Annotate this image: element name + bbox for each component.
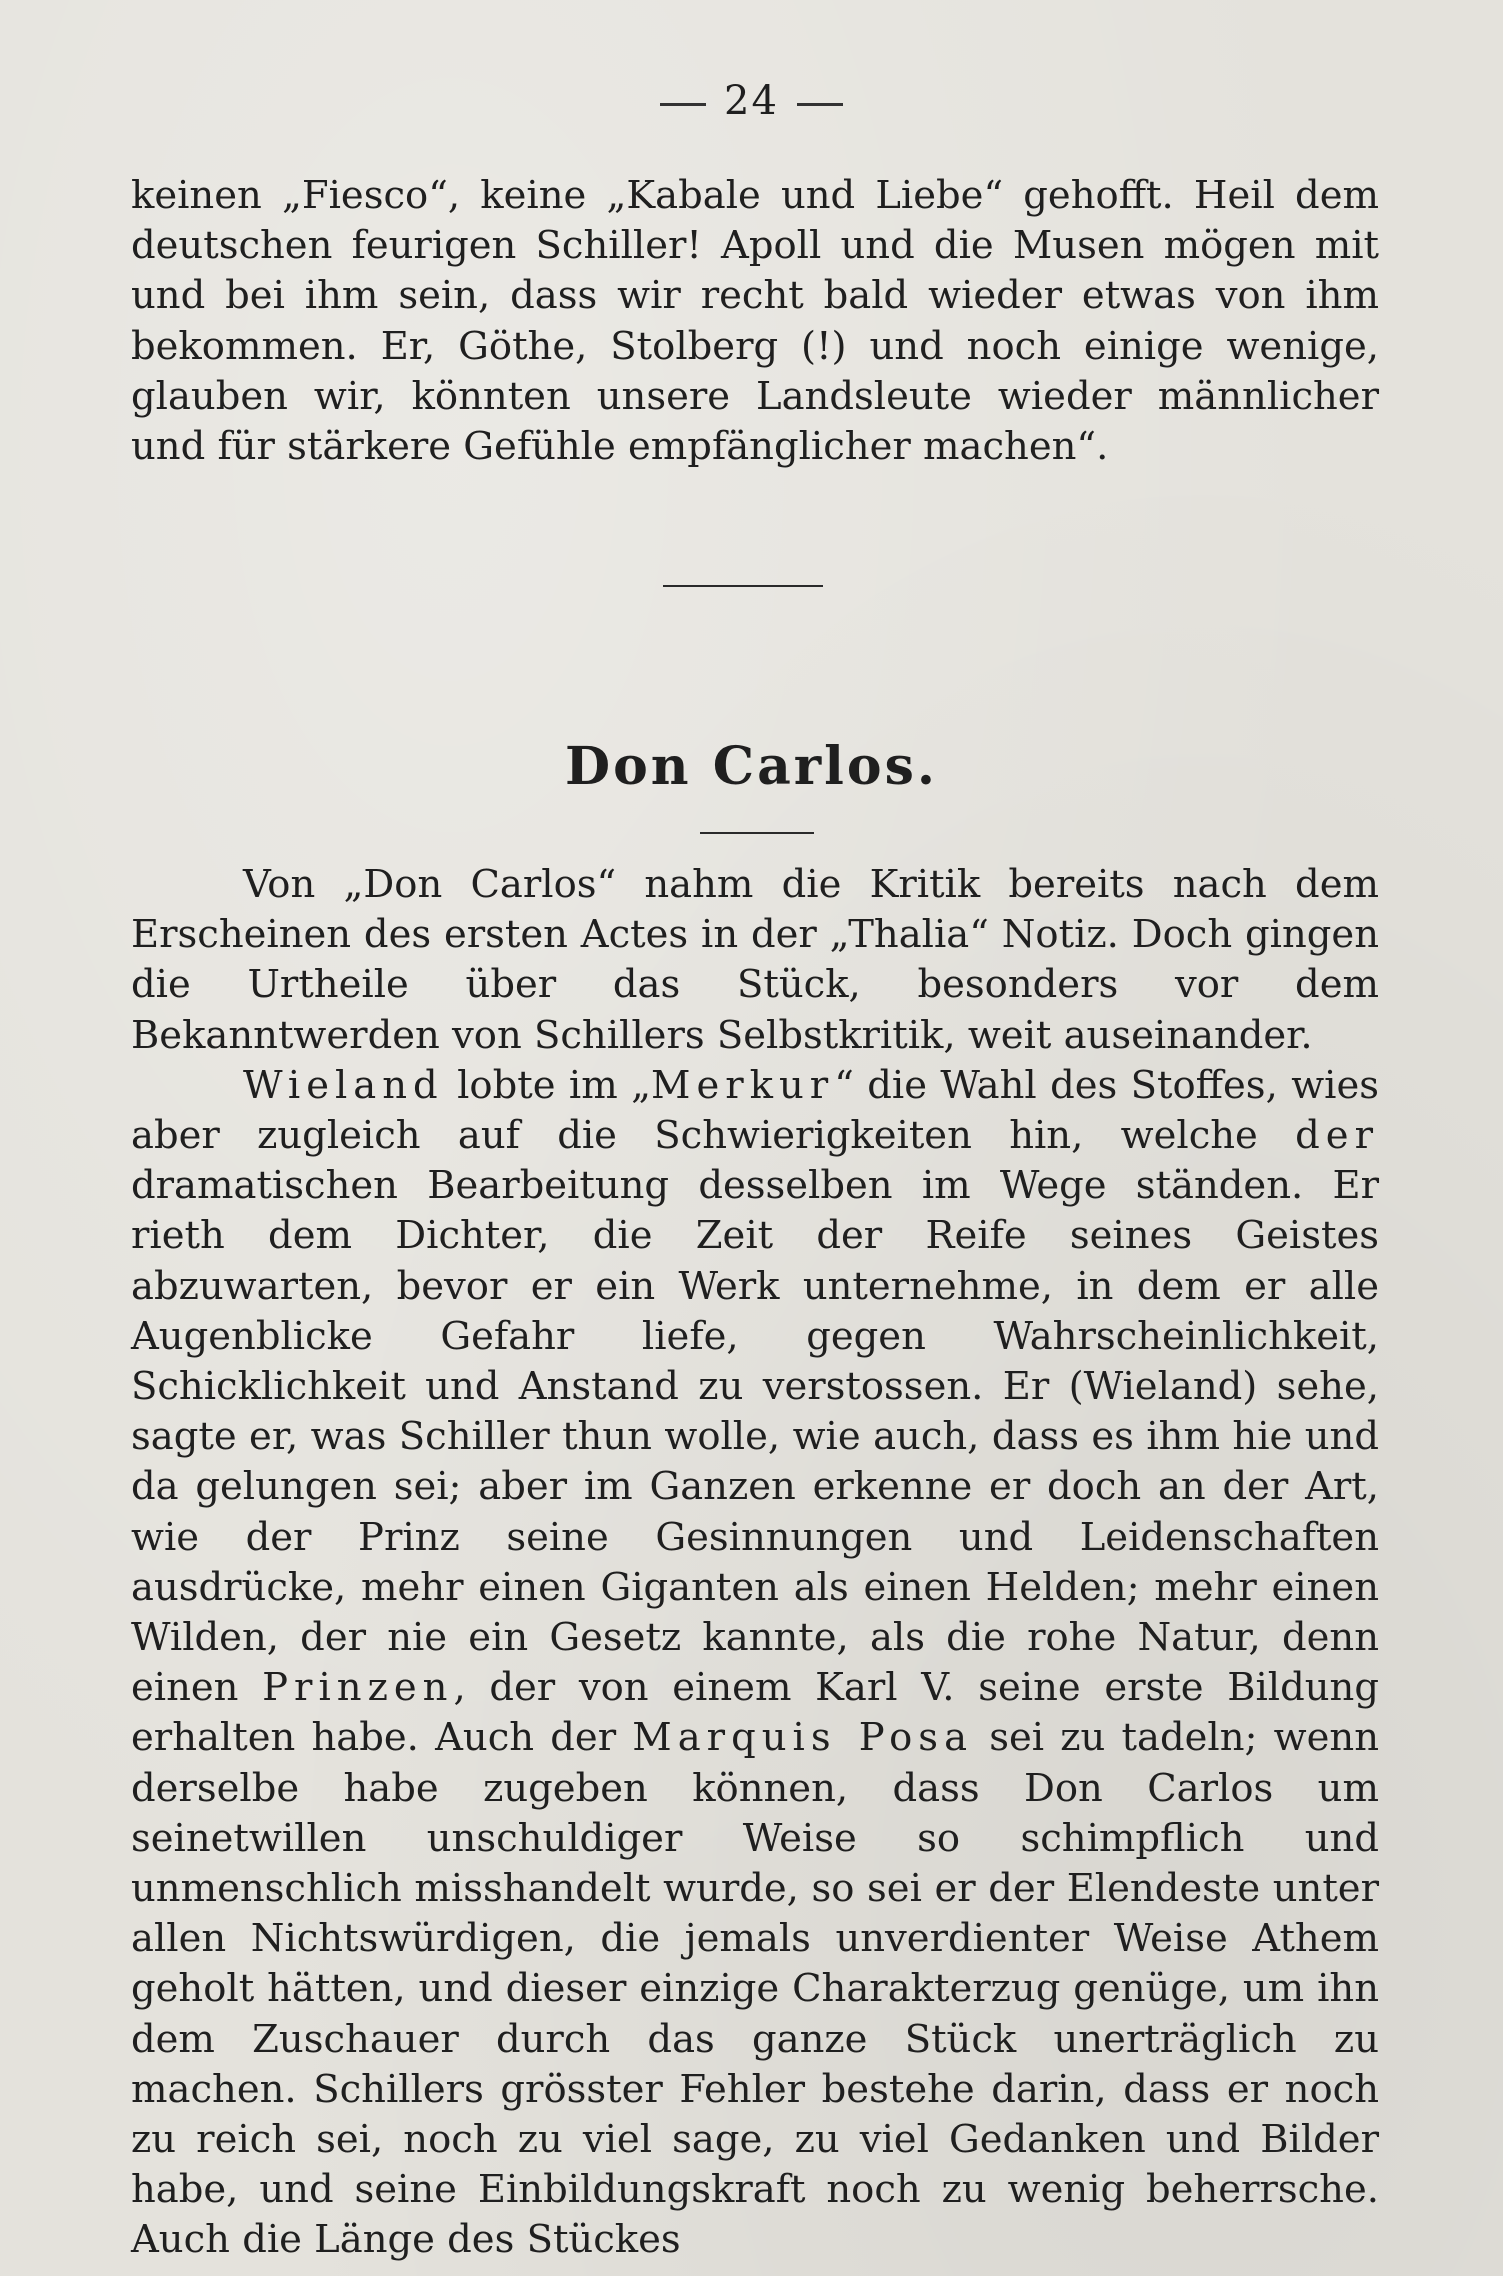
paragraph-2-text-a: lobte im „ (443, 1062, 652, 1108)
page-number: 24 (724, 78, 779, 124)
paragraph-1: Von „Don Carlos“ nahm die Kritik bereits nach dem Erscheinen des ersten Actes in der „Thalia“ Notiz. Doch gingen die Urtheile über das Stück, besonders vor dem Bekanntwerden von Schillers Selbstkritik, weit auseinander. (131, 862, 1379, 1058)
spaced-name-merkur: Merkur (651, 1062, 835, 1108)
paragraph-2-text-d: , der von einem Karl V. seine erste Bildung erhalten habe. Auch der (131, 1665, 1379, 1761)
spaced-name-wieland: Wieland (243, 1062, 444, 1108)
section-title: Don Carlos. (565, 736, 938, 797)
page-header (0, 78, 1503, 124)
top-paragraph: keinen „Fiesco“, keine „Kabale und Liebe“ gehofft. Heil dem deutschen feurigen Schiller! Apoll und die Musen mögen mit und bei ihm sein, dass wir recht bald wieder etwas von ihm bekommen. Er, Göthe, Stolberg (!) und noch einige wenige, glauben wir, könnten unsere Landsleute wieder männlicher und für stärkere Gefühle empfänglicher machen“. (131, 173, 1379, 470)
paragraph-2-text-e: sei zu tadeln; wenn derselbe habe zugeben können, dass Don Carlos um seinetwillen unschuldiger Weise so schimpflich und unmenschlich misshandelt wurde, so sei er der Elendeste unter allen Nichtswürdigen, die jemals unverdienter Weise Athem geholt hätten, und dieser einzige Charakterzug genüge, um ihn dem Zuschauer durch das ganze Stück unerträglich zu machen. Schillers grösster Fehler bestehe darin, dass er noch zu reich sei, noch zu viel sage, zu viel Gedanken und Bilder habe, und seine Einbildungskraft noch zu wenig beherrsche. Auch die Länge des Stückes (131, 1715, 1380, 2263)
header-dash-right (797, 103, 843, 106)
header-dash-left (660, 103, 706, 106)
spaced-word-der: der (1295, 1113, 1379, 1159)
spaced-word-prinzen: Prinzen (262, 1665, 454, 1711)
paragraph-2-text-b: “ die Wahl des Stoffes, wies aber zugleich auf die Schwierigkeiten hin, welche (131, 1062, 1380, 1159)
title-underline (700, 832, 814, 834)
main-text-block (131, 860, 1379, 2266)
paragraph-2-text-c: dramatischen Bearbeitung desselben im Wege ständen. Er rieth dem Dichter, die Zeit der Reife seines Geistes abzuwarten, bevor er ein Werk unternehme, in dem er alle Augenblicke Gefahr liefe, gegen Wahrscheinlichkeit, Schicklichkeit und Anstand zu verstossen. Er (Wieland) sehe, sagte er, was Schiller thun wolle, wie auch, dass es ihm hie und da gelungen sei; aber im Ganzen erkenne er doch an der Art, wie der Prinz seine Gesinnungen und Leidenschaften ausdrücke, mehr einen Giganten als einen Helden; mehr einen Wilden, der nie ein Gesetz kannte, als die rohe Natur, denn einen (131, 1163, 1379, 1711)
section-divider (663, 585, 823, 587)
paragraph-2 (131, 1061, 1379, 2266)
spaced-name-marquis-posa: Marquis Posa (632, 1715, 974, 1761)
top-text-block (131, 171, 1379, 472)
